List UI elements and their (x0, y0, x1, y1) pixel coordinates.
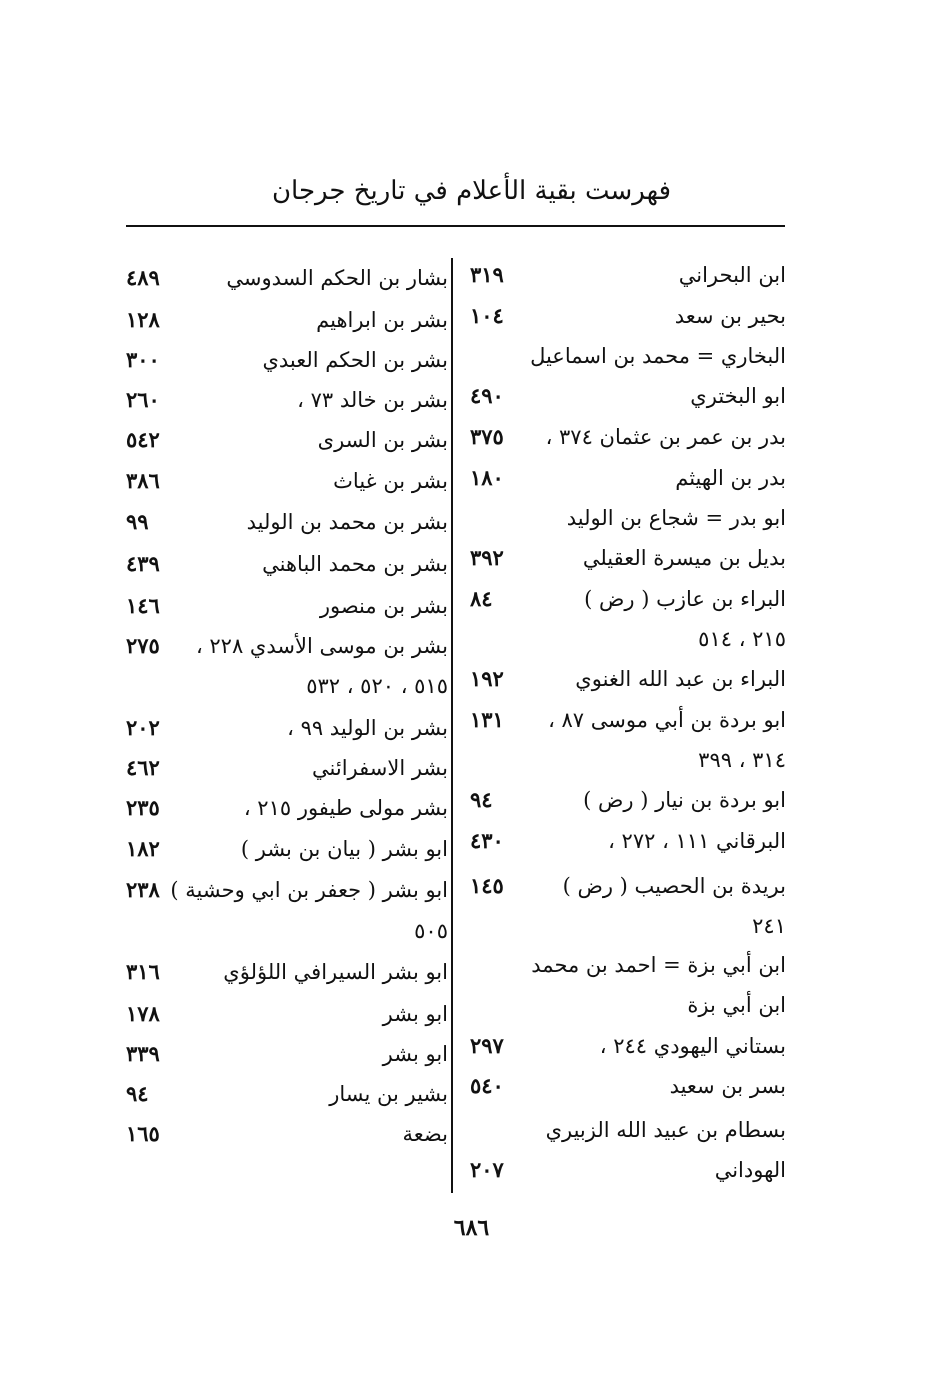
entry-name: بشر بن منصور (319, 594, 448, 618)
entry-page: ٢٠٢ (126, 715, 160, 740)
entry-name: بشر بن ابراهيم (316, 308, 448, 332)
entry-page: ٣٩٢ (470, 545, 504, 570)
entry-name: ابو بشر (382, 1042, 448, 1066)
entry-name: بريدة بن الحصيب ( رض ) (562, 874, 786, 898)
page-title: فهرست بقية الأعلام في تاريخ جرجان (271, 176, 672, 206)
entry-page: ٢٦٠ (126, 387, 160, 412)
index-entry (118, 994, 454, 1034)
entry-page: ١٧٨ (126, 1001, 160, 1026)
entry-page: ٣١٩ (470, 262, 504, 287)
entry-page: ٣٧٥ (470, 424, 504, 449)
index-column-right (462, 0, 792, 1379)
entry-name: ابو بردة بن نيار ( رض ) (583, 788, 786, 812)
index-entry (462, 780, 792, 820)
index-entry (462, 1110, 792, 1150)
index-entry (118, 502, 454, 542)
entry-page: ٣١٦ (126, 959, 160, 984)
entry-page: ٣٣٩ (126, 1041, 160, 1066)
entry-page: ١٣١ (470, 707, 504, 732)
entry-name: الهوداني (714, 1158, 786, 1182)
entry-name: البرقاني ١١١ ، ٢٧٢ ، (608, 829, 786, 853)
entry-name: بديل بن ميسرة العقيلي (582, 546, 786, 570)
index-entry (118, 258, 454, 298)
entry-page: ٩٩ (126, 509, 149, 534)
index-entry (462, 619, 792, 659)
entry-page: ٩٤ (470, 787, 493, 812)
entry-name: بشر بن خالد ٧٣ ، (297, 388, 448, 412)
index-entry (462, 866, 792, 906)
entry-name: ابو بشر السيرافي اللؤلؤي (223, 960, 448, 984)
entry-page: ١٦٥ (126, 1121, 160, 1146)
index-entry (118, 586, 454, 626)
index-entry (462, 336, 792, 376)
index-entry (462, 700, 792, 740)
entry-page: ٥٤٠ (470, 1073, 504, 1098)
entry-page: ١٤٥ (470, 873, 504, 898)
entry-name: بشر الاسفرائني (312, 756, 448, 780)
index-entry (462, 458, 792, 498)
entry-page: ٤٨٩ (126, 265, 160, 290)
entry-name: بشر بن غياث (333, 469, 448, 493)
index-column-left (118, 0, 454, 1379)
entry-name: بضعة (402, 1122, 448, 1146)
index-entry (118, 461, 454, 501)
entry-page: ١٢٨ (126, 307, 160, 332)
index-entry (118, 870, 454, 910)
index-entry (118, 1074, 454, 1114)
entry-name: البراء بن عازب ( رض ) (584, 587, 786, 611)
index-entry (118, 748, 454, 788)
index-entry (462, 417, 792, 457)
entry-name: بدر بن عمر بن عثمان ٣٧٤ ، (545, 425, 786, 449)
entry-name: ٥٠٥ (414, 919, 448, 943)
index-entry (462, 1066, 792, 1106)
entry-name: ابو البختري (690, 384, 786, 408)
index-entry (462, 945, 792, 985)
entry-page: ٢٩٧ (470, 1033, 504, 1058)
index-entry (118, 666, 454, 706)
index-entry (462, 498, 792, 538)
entry-page: ١٨٠ (470, 465, 504, 490)
index-entry (462, 906, 792, 946)
index-entry (118, 1114, 454, 1154)
index-entry (462, 376, 792, 416)
index-entry (462, 659, 792, 699)
entry-name: بشر بن محمد الباهني (262, 552, 448, 576)
entry-page: ٤٣٠ (470, 828, 504, 853)
entry-name: ٣١٤ ، ٣٩٩ (698, 748, 786, 772)
index-entry (462, 1150, 792, 1190)
entry-page: ٨٤ (470, 586, 493, 611)
entry-name: بستاني اليهودي ٢٤٤ ، (599, 1034, 786, 1058)
index-entry (118, 952, 454, 992)
entry-name: ابو بشر ( جعفر بن ابي وحشية ) (170, 878, 448, 902)
index-entry (462, 579, 792, 619)
entry-page: ١٤٦ (126, 593, 160, 618)
entry-name: ابو بدر = شجاع بن الوليد (566, 506, 786, 530)
index-entry (462, 985, 792, 1025)
index-entry (118, 1034, 454, 1074)
entry-page: ٢٠٧ (470, 1157, 504, 1182)
index-entry (118, 911, 454, 951)
index-entry (118, 829, 454, 869)
entry-name: بشر بن موسى الأسدي ٢٢٨ ، (195, 634, 448, 658)
entry-name: بسطام بن عبيد الله الزبيري (545, 1118, 786, 1142)
entry-name: ابن أبي بزة = احمد بن محمد (531, 953, 786, 977)
index-entry (462, 296, 792, 336)
entry-name: بشير بن يسار (329, 1082, 448, 1106)
entry-page: ١٠٤ (470, 303, 504, 328)
index-entry (462, 740, 792, 780)
index-entry (118, 380, 454, 420)
entry-page: ٥٤٢ (126, 427, 160, 452)
entry-page: ٢٣٥ (126, 795, 160, 820)
entry-name: بشار بن الحكم السدوسي (226, 266, 448, 290)
entry-name: البراء بن عبد الله الغنوي (575, 667, 786, 691)
entry-page: ٢٧٥ (126, 633, 160, 658)
entry-name: ابو بشر ( بيان بن بشر ) (240, 837, 448, 861)
index-entry (462, 255, 792, 295)
index-entry (462, 538, 792, 578)
entry-name: ٥١٥ ، ٥٢٠ ، ٥٣٢ (306, 674, 448, 698)
entry-name: ٢١٥ ، ٥١٤ (698, 627, 786, 651)
index-entry (118, 300, 454, 340)
index-entry (118, 788, 454, 828)
entry-name: بشر بن الوليد ٩٩ ، (287, 716, 448, 740)
index-entry (118, 708, 454, 748)
entry-page: ٩٤ (126, 1081, 149, 1106)
entry-name: بشر بن السرى (317, 428, 448, 452)
entry-name: ٢٤١ (752, 914, 786, 938)
entry-page: ٣٨٦ (126, 468, 160, 493)
index-entry (118, 420, 454, 460)
index-entry (462, 821, 792, 861)
page-number: ٦٨٦ (453, 1215, 490, 1241)
index-entry (462, 1026, 792, 1066)
entry-name: بشر بن محمد بن الوليد (246, 510, 448, 534)
index-entry (118, 626, 454, 666)
entry-name: البخاري = محمد بن اسماعيل (530, 344, 786, 368)
entry-page: ٣٠٠ (126, 347, 160, 372)
entry-name: بدر بن الهيثم (675, 466, 786, 490)
entry-page: ٤٣٩ (126, 551, 160, 576)
entry-page: ١٩٢ (470, 666, 504, 691)
entry-name: بحير بن سعد (674, 304, 786, 328)
entry-page: ١٨٢ (126, 836, 160, 861)
index-entry (118, 340, 454, 380)
entry-page: ٤٩٠ (470, 383, 504, 408)
entry-name: بشر مولى طيفور ٢١٥ ، (243, 796, 448, 820)
entry-name: ابو بردة بن أبي موسى ٨٧ ، (548, 708, 786, 732)
entry-name: ابو بشر (382, 1002, 448, 1026)
entry-name: بشر بن الحكم العبدي (262, 348, 448, 372)
entry-name: ابن أبي بزة (687, 993, 786, 1017)
entry-name: ابن البحراني (678, 263, 786, 287)
entry-name: بسر بن سعيد (669, 1074, 786, 1098)
index-entry (118, 544, 454, 584)
entry-page: ٢٣٨ (126, 877, 160, 902)
entry-page: ٤٦٢ (126, 755, 160, 780)
